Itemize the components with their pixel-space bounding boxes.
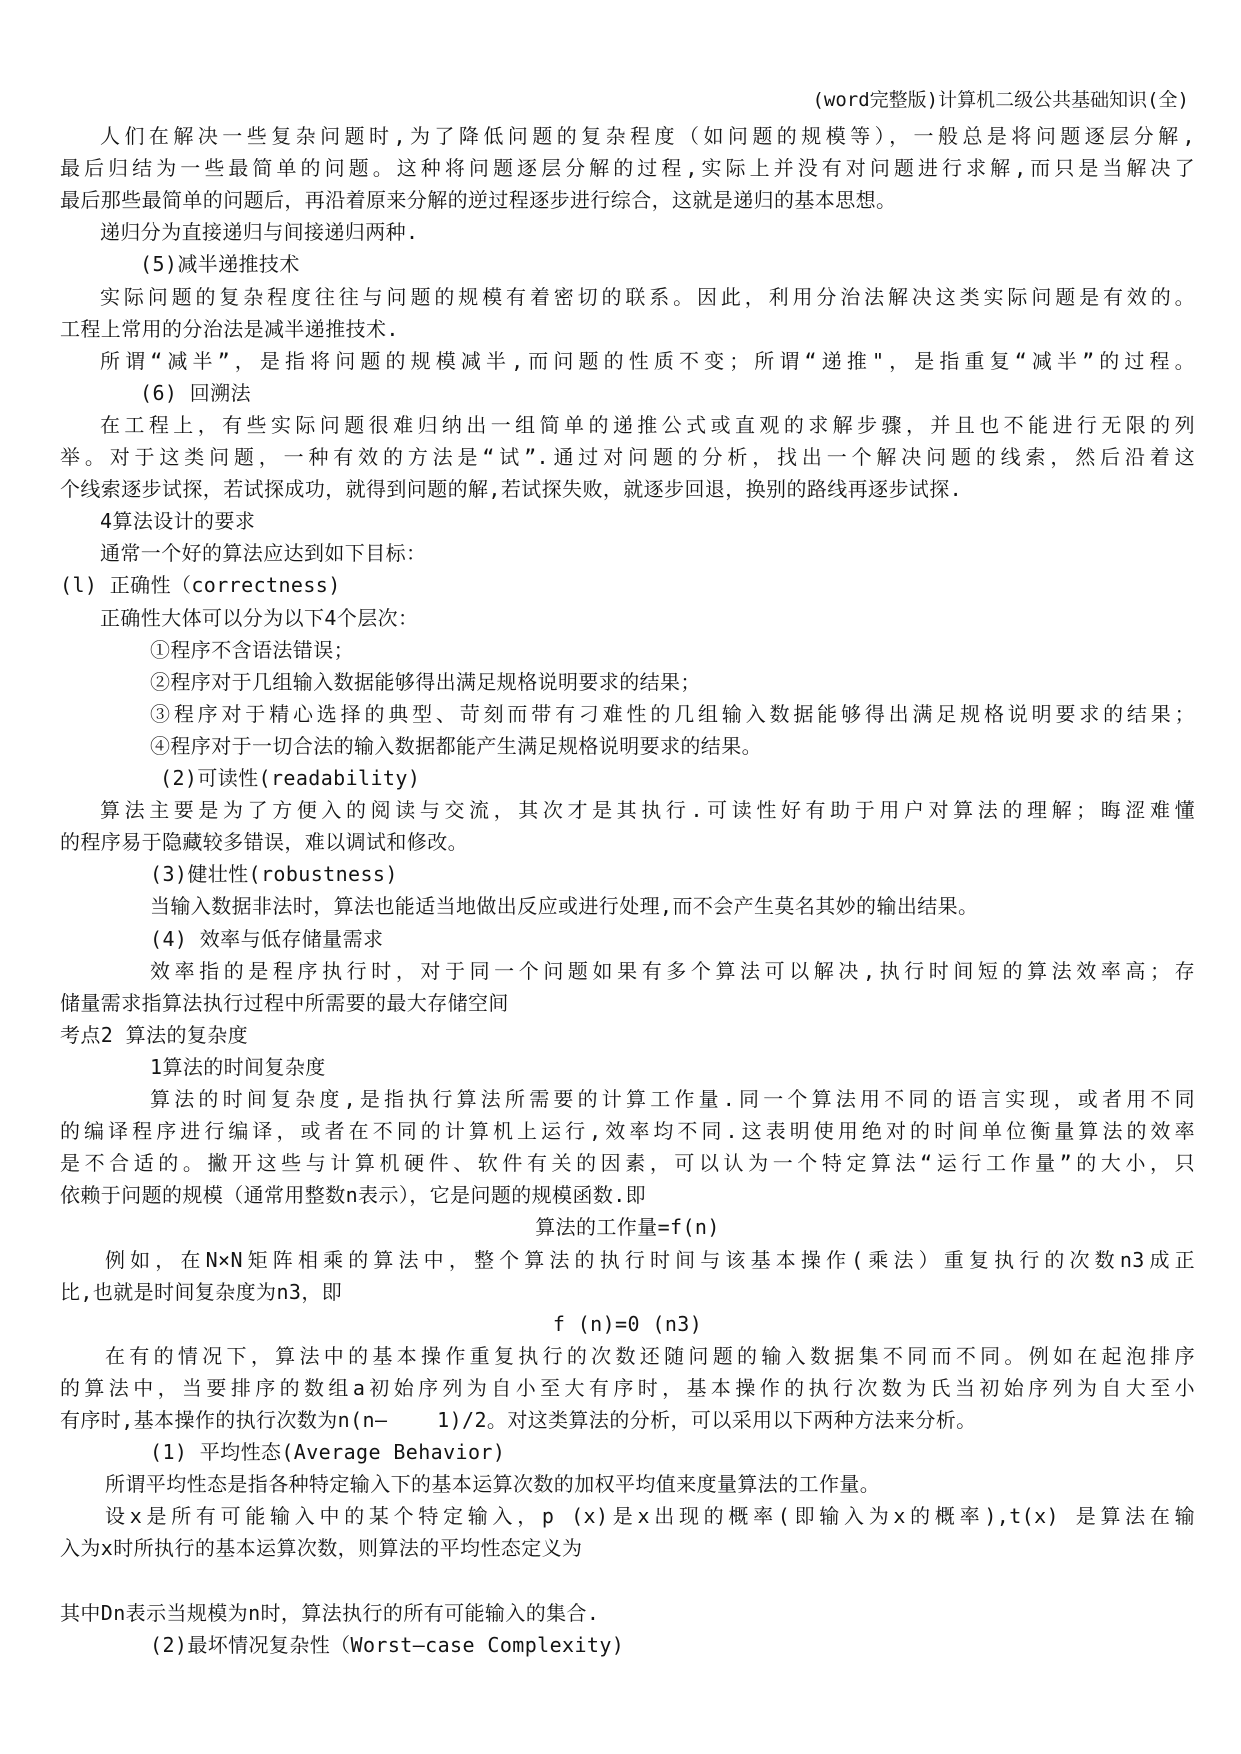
paragraph-line: 正确性大体可以分为以下4个层次：: [100, 606, 419, 630]
paragraph-line: 最后那些最简单的问题后，再沿着原来分解的逆过程逐步进行综合，这就是递归的基本思想。: [60, 188, 897, 212]
section-heading: (6) 回溯法: [140, 381, 251, 405]
paragraph-line: 算法主要是为了方便入的阅读与交流，其次才是其执行.可读性好有助于用户对算法的理解；晦涩难懂: [100, 798, 1195, 822]
page-header: (word完整版)计算机二级公共基础知识(全): [812, 89, 1189, 111]
paragraph-line: 的程序易于隐藏较多错误，难以调试和修改。: [60, 830, 468, 854]
section-heading: (2)可读性(readability): [160, 766, 421, 790]
paragraph-line: 比,也就是时间复杂度为n3，即: [60, 1280, 343, 1304]
section-heading: (4) 效率与低存储量需求: [150, 927, 384, 951]
formula: f (n)=0 (n3): [552, 1312, 703, 1336]
section-heading: (3)健壮性(robustness): [150, 862, 398, 886]
paragraph-line: 所谓“减半”，是指将问题的规模减半,而问题的性质不变；所谓“递推"，是指重复“减半”的过程。: [100, 349, 1195, 373]
section-heading: 1算法的时间复杂度: [150, 1055, 326, 1079]
paragraph-line: 在工程上，有些实际问题很难归纳出一组简单的递推公式或直观的求解步骤，并且也不能进行无限的列: [100, 413, 1195, 437]
section-heading: 考点2 算法的复杂度: [60, 1023, 249, 1047]
paragraph-line: 举。对于这类问题，一种有效的方法是“试”.通过对问题的分析，找出一个解决问题的线索，然后沿着这: [60, 445, 1195, 469]
paragraph-line: 例如，在N×N矩阵相乘的算法中，整个算法的执行时间与该基本操作(乘法）重复执行的次数n3成正: [105, 1248, 1195, 1272]
paragraph-line: 的编译程序进行编译，或者在不同的计算机上运行,效率均不同.这表明使用绝对的时间单位衡量算法的效率: [60, 1119, 1195, 1143]
list-item: ④程序对于一切合法的输入数据都能产生满足规格说明要求的结果。: [150, 734, 762, 758]
section-heading: 4算法设计的要求: [100, 509, 256, 533]
paragraph-line: 人们在解决一些复杂问题时,为了降低问题的复杂程度（如问题的规模等），一般总是将问题逐层分解,: [100, 124, 1195, 148]
paragraph-line: 个线索逐步试探，若试探成功，就得到问题的解,若试探失败，就逐步回退，换别的路线再逐步试探.: [60, 477, 963, 501]
list-item: ②程序对于几组输入数据能够得出满足规格说明要求的结果；: [150, 670, 701, 694]
section-heading: (5)减半递推技术: [140, 252, 300, 276]
formula: 算法的工作量=f(n): [535, 1215, 720, 1239]
paragraph-line: 依赖于问题的规模（通常用整数n表示），它是问题的规模函数.即: [60, 1183, 647, 1207]
paragraph-line: 有序时,基本操作的执行次数为n(n— 1)/2。对这类算法的分析，可以采用以下两种方法来分析。: [60, 1408, 977, 1432]
section-heading: (2)最坏情况复杂性（Worst—case Complexity): [150, 1633, 625, 1657]
paragraph-line: 设x是所有可能输入中的某个特定输入，p (x)是x出现的概率(即输入为x的概率),t(x) 是算法在输: [105, 1504, 1195, 1528]
paragraph-line: 在有的情况下，算法中的基本操作重复执行的次数还随问题的输入数据集不同而不同。例如在起泡排序: [105, 1344, 1195, 1368]
paragraph-line: 实际问题的复杂程度往往与问题的规模有着密切的联系。因此，利用分治法解决这类实际问题是有效的。: [100, 285, 1195, 309]
section-heading: (l) 正确性（correctness): [60, 573, 341, 597]
paragraph-line: 算法的时间复杂度,是指执行算法所需要的计算工作量.同一个算法用不同的语言实现，或者用不同: [150, 1087, 1195, 1111]
paragraph-line: 当输入数据非法时，算法也能适当地做出反应或进行处理,而不会产生莫名其妙的输出结果。: [150, 894, 979, 918]
list-item: ③程序对于精心选择的典型、苛刻而带有刁难性的几组输入数据能够得出满足规格说明要求的结果；: [150, 702, 1195, 726]
paragraph-line: 入为x时所执行的基本运算次数，则算法的平均性态定义为: [60, 1536, 583, 1560]
paragraph-line: 的算法中，当要排序的数组a初始序列为自小至大有序时，基本操作的执行次数为氏当初始序列为自大至小: [60, 1376, 1195, 1400]
section-heading: (1) 平均性态(Average Behavior): [150, 1440, 506, 1464]
paragraph-line: 通常一个好的算法应达到如下目标：: [100, 541, 427, 565]
paragraph-line: 递归分为直接递归与间接递归两种.: [100, 220, 419, 244]
paragraph-line: 最后归结为一些最简单的问题。这种将问题逐层分解的过程,实际上并没有对问题进行求解,而只是当解决了: [60, 156, 1195, 180]
paragraph-line: 所谓平均性态是指各种特定输入下的基本运算次数的加权平均值来度量算法的工作量。: [105, 1472, 881, 1496]
paragraph-line: 是不合适的。撇开这些与计算机硬件、软件有关的因素，可以认为一个特定算法“运行工作量”的大小，只: [60, 1151, 1195, 1175]
paragraph-line: 工程上常用的分治法是减半递推技术.: [60, 317, 399, 341]
paragraph-line: 效率指的是程序执行时，对于同一个问题如果有多个算法可以解决,执行时间短的算法效率高；存: [150, 959, 1195, 983]
paragraph-line: 其中Dn表示当规模为n时，算法执行的所有可能输入的集合.: [60, 1601, 600, 1625]
list-item: ①程序不含语法错误；: [150, 638, 354, 662]
paragraph-line: 储量需求指算法执行过程中所需要的最大存储空间: [60, 991, 509, 1015]
